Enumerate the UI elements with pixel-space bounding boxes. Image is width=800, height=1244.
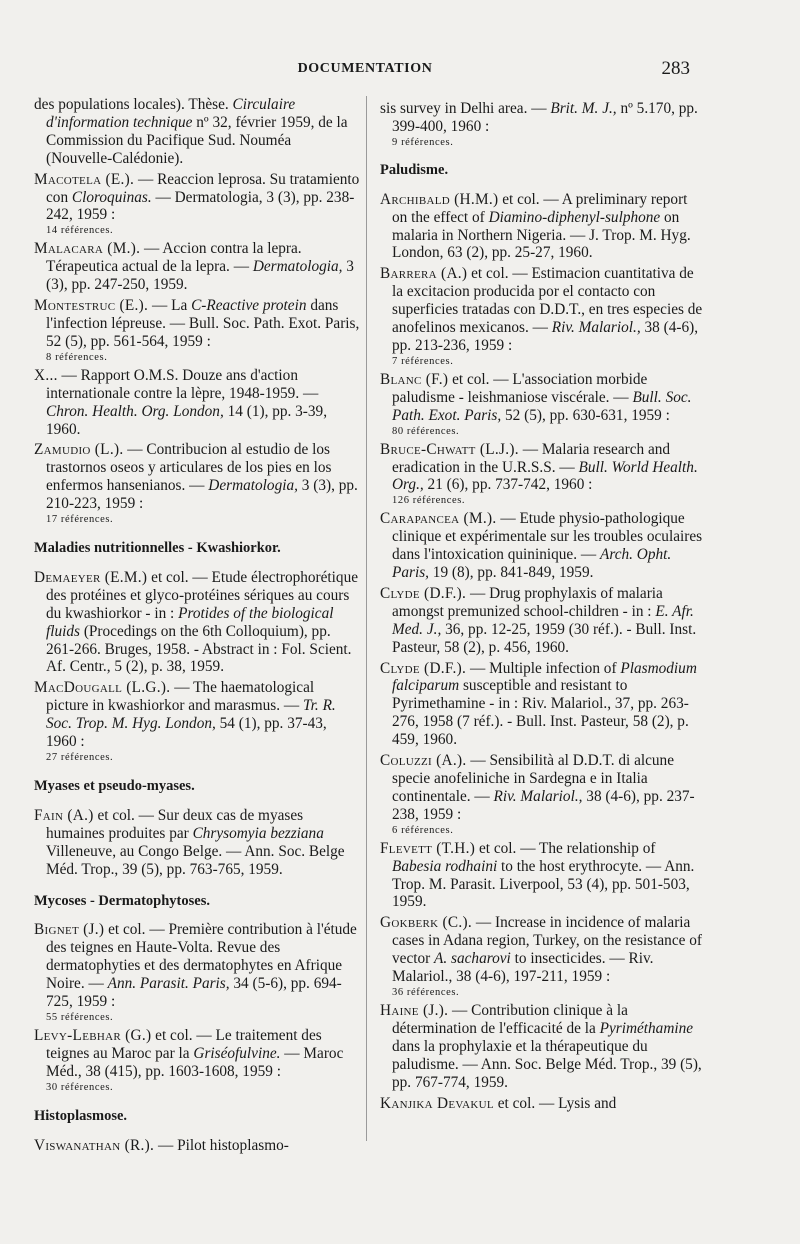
entry-text: — Contribution clinique à la détermination de l'efficacité de la [392,1001,628,1037]
section-heading: Myases et pseudo-myases. [34,778,195,794]
bibliography-entry [34,569,360,676]
entry-citation: 3 (3), pp. 247-250, 1959. [46,258,354,294]
reference-count: 27 références. [46,752,114,763]
entry-text: et col. — L'association morbide paludisme - leishmaniose viscérale. — [392,370,648,406]
reference-count: 80 références. [392,425,460,437]
entry-text: et col. — Etude électrophorétique des protéines et glyco-protéines sériques au cours du kwashiorkor - in : [46,568,359,622]
entry-citation: on malaria in Northern Nigeria. — J. Trop. M. Hyg. London, 63 (2), pp. 25-27, 1960. [392,208,691,262]
bibliography-entry [34,441,360,526]
section-heading: Histoplasmose. [34,1107,128,1124]
entry-citation: 38 (4-6), pp. 213-236, 1959 : [392,319,699,354]
bibliography-entry [380,752,706,837]
entry-text: sis survey in Delhi area. — [380,100,551,117]
reference-count: 55 références. [46,1011,114,1023]
bibliography-entry [380,441,706,508]
entry-text: — Multiple infection of [466,659,621,677]
entry-title-italic: Riv. Malariol., [493,787,583,805]
entry-citation: dans la prophylaxie et la thérapeutique du paludisme. — Ann. Soc. Belge Méd. Trop., 39 (5), pp. 767-774, 1959. [392,1037,702,1091]
bibliography-entry [380,914,706,999]
reference-count: 36 références. [392,986,460,998]
entry-author: Bruce-Chwatt (L.J.). [380,440,519,458]
bibliography-entry [380,265,706,368]
entry-title-italic: Chrysomyia bezziana [192,824,324,842]
entry-text: et col. — Le traitement des teignes au Maroc par la [46,1026,322,1062]
entry-title-italic: Griséofulvine. [193,1044,281,1062]
continued-entry [34,96,360,168]
reference-count: 17 références. [46,514,114,526]
reference-count: 126 références. [392,495,466,507]
entry-text: et col. — Sur deux cas de myases humaines produites par [46,806,304,842]
entry-text: — Etude physio-pathologique clinique et expérimentale sur les troubles oculaires dans l'intoxication quininique. — [392,510,703,564]
bibliography-entry [34,921,360,1024]
page-number: 283 [661,58,690,79]
entry-title-italic: Arch. Opht. Paris, [392,546,672,582]
entry-text: — La [148,297,192,315]
entry-citation: to the host erythrocyte. — Ann. Trop. M. Parasit. Liverpool, 53 (4), pp. 501-503, 1959. [392,857,695,911]
reference-count: 7 références. [392,355,454,367]
entry-text: — Contribucion al estudio de los trastornos oseos y articulares de los pies en los enfermos hansenianos. — [46,441,332,495]
entry-title-italic: Cloroquinas. [71,188,152,206]
right-column [380,100,706,1112]
entry-title-italic: Ann. Parasit. Paris, [107,975,230,993]
bibliography-entry [34,679,360,764]
entry-author: Zamudio (L.). [34,441,124,459]
entry-title-italic: Bull. World Health. Org., [392,458,698,494]
entry-citation: susceptible and resistant to Pyrimethamine - in : Riv. Malariol., 37, pp. 263-276, 1958 (7 réf.). - Bull. Inst. Pasteur, 58 (2), p. 459, 1960. [392,677,689,749]
entry-citation: 54 (1), pp. 37-43, 1960 : [46,715,327,751]
entry-citation: 21 (6), pp. 737-742, 1960 : [423,476,593,494]
entry-citation: 19 (8), pp. 841-849, 1959. [428,564,594,582]
entry-author: Flevett (T.H.) [380,839,476,857]
bibliography-entry [380,585,706,657]
entry-author: X... [34,366,58,384]
entry-text: — Malaria research and eradication in the U.R.S.S. — [392,440,671,476]
entry-author: Carapancea (M.). [380,510,497,528]
entry-author: Kanjika Devakul [380,1094,494,1112]
entry-title-italic: Chron. Health. Org. London, [46,402,224,420]
bibliography-entry [380,660,706,750]
entry-text: — Drug prophylaxis of malaria amongst premunized school-children - in : [392,584,663,620]
reference-count: 8 références. [46,351,108,363]
entry-text: — Increase in incidence of malaria cases in Adana region, Turkey, on the resistance of vector [392,914,702,968]
entry-citation: to insecticides. — Riv. Malariol., 38 (4-6), 197-211, 1959 : [392,950,654,986]
entry-text: des populations locales). Thèse. [34,96,233,113]
left-column [34,96,360,1155]
entry-citation: Villeneuve, au Congo Belge. — Ann. Soc. Belge Méd. Trop., 39 (5), pp. 763-765, 1959. [46,842,345,878]
reference-count: 9 références. [392,136,454,148]
entry-citation: — Maroc Méd., 38 (415), pp. 1603-1608, 1959 : [46,1044,344,1080]
entry-author: Gokberk (C.). [380,914,473,932]
entry-citation: 36, pp. 12-25, 1959 (30 réf.). - Bull. Inst. Pasteur, 58 (2), p. 456, 1960. [392,620,697,656]
entry-text: et col. — A preliminary report on the effect of [392,190,688,226]
entry-author: Macotela (E.). [34,170,135,188]
entry-title-italic: Babesia rodhaini [392,857,498,875]
entry-title-italic: Brit. M. J., [550,100,617,117]
bibliography-entry [380,840,706,912]
entry-title-italic: Protides of the biological fluids [46,604,334,640]
entry-author: Coluzzi (A.). [380,752,467,770]
entry-citation: 52 (5), pp. 630-631, 1959 : [501,406,670,424]
bibliography-entry [34,240,360,294]
reference-count: 6 références. [392,824,454,836]
entry-citation: 3 (3), pp. 210-223, 1959 : [46,477,358,513]
entry-title-italic: Dermatologia, [252,258,343,276]
section-heading: Maladies nutritionnelles - Kwashiorkor. [34,540,281,557]
entry-author: Clyde (D.F.). [380,659,467,677]
bibliography-entry [34,807,360,879]
section-heading: Mycoses - Dermatophytoses. [34,892,210,909]
entry-text: et col. — Première contribution à l'étude des teignes en Haute-Volta. Revue des dermatophyties et des dermatophytes en Afrique Noire. — [46,921,357,993]
entry-title-italic: A. sacharovi [434,950,511,968]
entry-author: Demaeyer (E.M.) [34,568,148,586]
entry-title-italic: Bull. Soc. Path. Exot. Paris, [392,388,692,424]
entry-title-italic: Pyriméthamine [599,1019,694,1037]
entry-citation: (Procedings on the 6th Colloquium), pp. 261-266. Bruges, 1958. - Abstract in : Fol. Scient. Af. Centr., 5 (2), p. 38, 1959. [46,622,352,676]
entry-citation: 14 (1), pp. 3-39, 1960. [46,402,328,438]
reference-count: 14 références. [46,225,114,237]
entry-title-italic: Dermatologia, [208,477,298,495]
entry-citation: nº 5.170, pp. 399-400, 1960 : [392,100,698,135]
entry-text: — Rapport O.M.S. Douze ans d'action internationale contre la lèpre, 1948-1959. — [46,366,319,402]
bibliography-entry [34,1137,360,1155]
continued-entry [380,100,706,149]
entry-title-italic: Diamino-diphenyl-sulphone [488,208,661,226]
entry-author: Blanc (F.) [380,370,449,388]
bibliography-entry [34,297,360,364]
entry-title-italic: Tr. R. Soc. Trop. M. Hyg. London, [46,697,336,733]
entry-author: Montestruc (E.). [34,297,149,315]
entry-text: — Accion contra la lepra. Térapeutica actual de la lepra. — [46,240,302,276]
entry-title-italic: Circulaire d'information technique [46,96,296,131]
running-title: DOCUMENTATION [297,61,433,76]
entry-author: Clyde (D.F.). [380,584,467,602]
entry-citation: — Dermatologia, 3 (3), pp. 238-242, 1959 : [46,188,355,224]
entry-author: Archibald (H.M.) [380,190,499,208]
entry-text: et col. — Estimacion cuantitativa de la excitacion producida por el contacto con superficies tratadas con D.D.T., en tres especies de anofelinos mexicanos. — [392,265,703,337]
entry-title-italic: C-Reactive protein [191,297,307,315]
entry-citation: 38 (4-6), pp. 237-238, 1959 : [392,787,695,823]
bibliography-entry [380,1002,706,1092]
entry-author: Viswanathan (R.). [34,1136,155,1154]
bibliography-entry [380,510,706,582]
bibliography-entry [34,1027,360,1094]
bibliography-entry [380,1095,706,1113]
entry-title-italic: Riv. Malariol., [551,319,641,337]
entry-citation: nº 32, février 1959, de la Commission du Pacifique Sud. Nouméa (Nouvelle-Calédonie). [46,113,348,167]
column-divider [366,96,367,1141]
entry-author: MacDougall (L.G.). [34,679,171,697]
entry-title-italic: Plasmodium falciparum [392,659,697,695]
entry-title-italic: E. Afr. Med. J., [392,602,694,638]
entry-text: et col. — Lysis and [493,1094,617,1112]
entry-text: et col. — The relationship of [475,839,656,857]
bibliography-entry [380,191,706,263]
entry-citation: dans l'infection lépreuse. — Bull. Soc. Path. Exot. Paris, 52 (5), pp. 561-564, 1959 : [46,297,360,350]
bibliography-entry [34,367,360,439]
reference-count: 30 références. [46,1081,114,1093]
entry-author: Malacara (M.). [34,240,141,258]
entry-author: Fain (A.) [34,806,94,824]
bibliography-entry [380,371,706,438]
entry-text: — Pilot histoplasmo- [154,1136,289,1154]
entry-text: — Sensibilità al D.D.T. di alcune specie anofeliniche in Sardegna e in Italia continentale. — [392,752,674,805]
entry-text: — The haematological picture in kwashiorkor and marasmus. — [46,679,315,715]
entry-author: Levy-Lebhar (G.) [34,1026,152,1044]
entry-author: Haine (J.). [380,1001,449,1019]
section-heading: Paludisme. [380,161,449,178]
bibliography-entry [34,171,360,238]
entry-text: — Reaccion leprosa. Su tratamiento con [46,170,360,206]
entry-author: Barrera (A.) [380,265,468,283]
entry-author: Bignet (J.) [34,921,105,939]
entry-citation: 34 (5-6), pp. 694-725, 1959 : [46,975,342,1011]
